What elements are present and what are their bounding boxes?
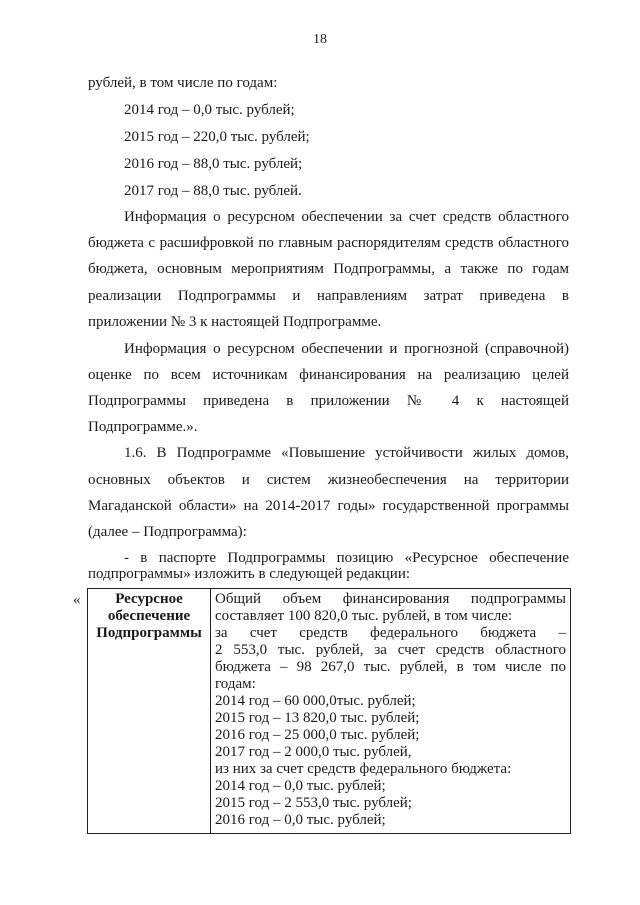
content-line: 2014 год – 0,0 тыс. рублей; (215, 778, 386, 794)
year-line: 2014 год – 0,0 тыс. рублей; (124, 102, 295, 118)
resource-table (87, 588, 571, 834)
content-line: 2014 год – 60 000,0тыс. рублей; (215, 693, 416, 709)
paragraph-line: Подпрограммы приведена в приложении № 4 к настоящей (88, 393, 569, 409)
paragraph-line: (далее – Подпрограмма): (88, 524, 247, 540)
content-line: бюджета – 98 267,0 тыс. рублей, в том числе по (215, 659, 566, 675)
label-line: Подпрограммы (96, 625, 202, 641)
paragraph-line: Подпрограмме.». (88, 419, 198, 435)
paragraph-line: подпрограммы» изложить в следующей редакции: (88, 566, 411, 582)
content-line: годам: (215, 676, 256, 692)
label-line: Ресурсное (115, 591, 183, 607)
year-line: 2016 год – 88,0 тыс. рублей; (124, 156, 303, 172)
paragraph-line: Информация о ресурсном обеспечении за счет средств областного (124, 209, 569, 225)
intro-line: рублей, в том числе по годам: (88, 75, 278, 91)
paragraph-line: бюджета с расшифровкой по главным распорядителям средств областного (88, 235, 569, 251)
content-line: за счет средств федерального бюджета – (215, 625, 566, 641)
content-line: Общий объем финансирования подпрограммы (215, 591, 566, 607)
paragraph-line: основных объектов и систем жизнеобеспечения на территории (88, 472, 569, 488)
content-line: 2015 год – 13 820,0 тыс. рублей; (215, 710, 420, 726)
page-number: 18 (313, 32, 327, 47)
paragraph-line: - в паспорте Подпрограммы позицию «Ресурсное обеспечение (124, 550, 569, 566)
paragraph-line: приложении № 3 к настоящей Подпрограмме. (88, 314, 382, 330)
paragraph-line: 1.6. В Подпрограмме «Повышение устойчивости жилых домов, (124, 445, 569, 461)
paragraph-line: Информация о ресурсном обеспечении и прогнозной (справочной) (124, 341, 569, 357)
content-line: составляет 100 820,0 тыс. рублей, в том числе: (215, 608, 513, 624)
content-line: 2016 год – 0,0 тыс. рублей; (215, 812, 386, 828)
content-line: 2017 год – 2 000,0 тыс. рублей, (215, 744, 412, 760)
content-line: 2016 год – 25 000,0 тыс. рублей; (215, 727, 420, 743)
paragraph-line: оценке по всем источникам финансирования на реализацию целей (88, 367, 569, 383)
paragraph-line: бюджета, основным мероприятиям Подпрограммы, а также по годам (88, 261, 569, 277)
table-content-cell (211, 589, 571, 834)
table-row (88, 589, 571, 834)
year-line: 2015 год – 220,0 тыс. рублей; (124, 129, 310, 145)
label-line: обеспечение (107, 608, 191, 624)
paragraph-line: Магаданской области» на 2014-2017 годы» государственной программы (88, 498, 569, 514)
content-line: из них за счет средств федерального бюджета: (215, 761, 512, 777)
year-line: 2017 год – 88,0 тыс. рублей. (124, 183, 302, 199)
opening-quote: « (73, 592, 81, 608)
content-line: 2 553,0 тыс. рублей, за счет средств областного (215, 642, 566, 658)
table-label-cell (88, 589, 211, 834)
content-line: 2015 год – 2 553,0 тыс. рублей; (215, 795, 412, 811)
paragraph-line: реализации Подпрограммы и направлениям затрат приведена в (88, 288, 569, 304)
